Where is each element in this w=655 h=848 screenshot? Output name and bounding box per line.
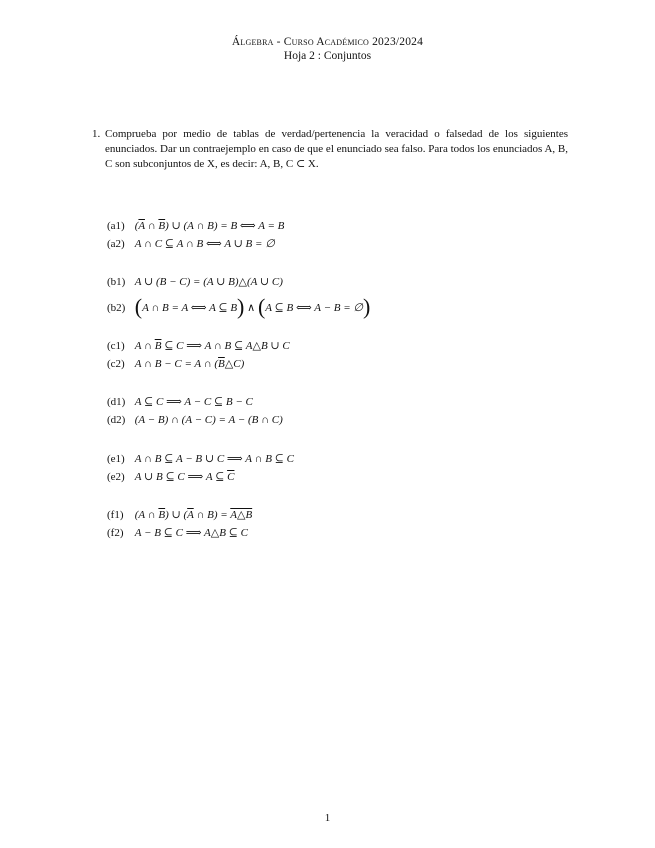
exercise-1 <box>92 127 568 172</box>
statement-d1 <box>107 396 253 409</box>
statement-label: (c1) <box>107 340 125 352</box>
statement-formula: A ∪ (B − C) = (A ∪ B)△(A ∪ C) <box>134 276 283 288</box>
statement-formula: A ∩ B ⊆ A − B ∪ C ⟹ A ∩ B ⊆ C <box>134 453 294 465</box>
statement-label: (f1) <box>107 509 124 521</box>
statement-b1 <box>107 276 283 289</box>
statement-label: (b2) <box>107 302 126 314</box>
exercise-statement: Comprueba por medio de tablas de verdad/pertenencia la veracidad o falsedad de los siguientes enunciados. Dar un contraejemplo en caso de que el enunciado sea falso. Para todos los enunciados A, B, C son subconjuntos de X, es decir: A, B, C ⊂ X. <box>105 128 568 170</box>
statement-formula: A ∩ $\overline{B}$ ⊆ C ⟹ A ∩ B ⊆ A△B ∪ C <box>134 340 290 352</box>
statement-formula: ($\overline{A}$ ∩ $\overline{B}$) ∪ (A ∩ B) = B ⟺ A = B <box>134 220 285 232</box>
statement-c1 <box>107 340 290 353</box>
statement-a2 <box>107 238 275 251</box>
statement-label: (e2) <box>107 471 125 483</box>
exercise-number: 1. <box>92 128 101 140</box>
statement-formula: (A − B) ∩ (A − C) = A − (B ∩ C) <box>134 414 283 426</box>
course-title: Álgebra - Curso Académico 2023/2024 <box>231 36 424 48</box>
statement-label: (d1) <box>107 396 126 408</box>
statement-label: (e1) <box>107 453 125 465</box>
statement-label: (c2) <box>107 358 125 370</box>
statement-f1 <box>107 509 252 522</box>
document-header <box>0 35 655 63</box>
statement-label: (a1) <box>107 220 125 232</box>
statement-label: (a2) <box>107 238 125 250</box>
statement-label: (f2) <box>107 527 124 539</box>
statement-formula: A ∪ B ⊆ C ⟹ A ⊆ $\overline{C}$ <box>134 471 235 483</box>
statement-e1 <box>107 453 294 466</box>
sheet-title: Hoja 2 : Conjuntos <box>283 50 372 62</box>
statement-formula: A ∩ B − C = A ∩ $(\overline{B}\triangle C)$ <box>134 358 245 370</box>
statement-formula: A ⊆ C ⟹ A − C ⊆ B − C <box>134 396 253 408</box>
statement-b2 <box>107 294 371 319</box>
statement-label: (d2) <box>107 414 126 426</box>
statement-formula: (A ∩ B = A ⟺ A ⊆ B) ∧ (A ⊆ B ⟺ A − B = ∅) <box>134 294 371 319</box>
statement-formula: A − B ⊆ C ⟹ A△B ⊆ C <box>134 527 248 539</box>
statement-d2 <box>107 414 283 427</box>
statement-e2 <box>107 471 234 484</box>
statement-formula: A ∩ C ⊆ A ∩ B ⟺ A ∪ B = ∅ <box>134 238 275 250</box>
statement-c2 <box>107 358 244 371</box>
statement-formula: (A ∩ $\overline{B}$) ∪ ($\overline{A}$ ∩ B) = A△B <box>134 509 253 521</box>
statement-a1 <box>107 220 284 233</box>
statement-f2 <box>107 527 248 540</box>
statement-label: (b1) <box>107 276 126 288</box>
page-number: 1 <box>324 812 331 824</box>
